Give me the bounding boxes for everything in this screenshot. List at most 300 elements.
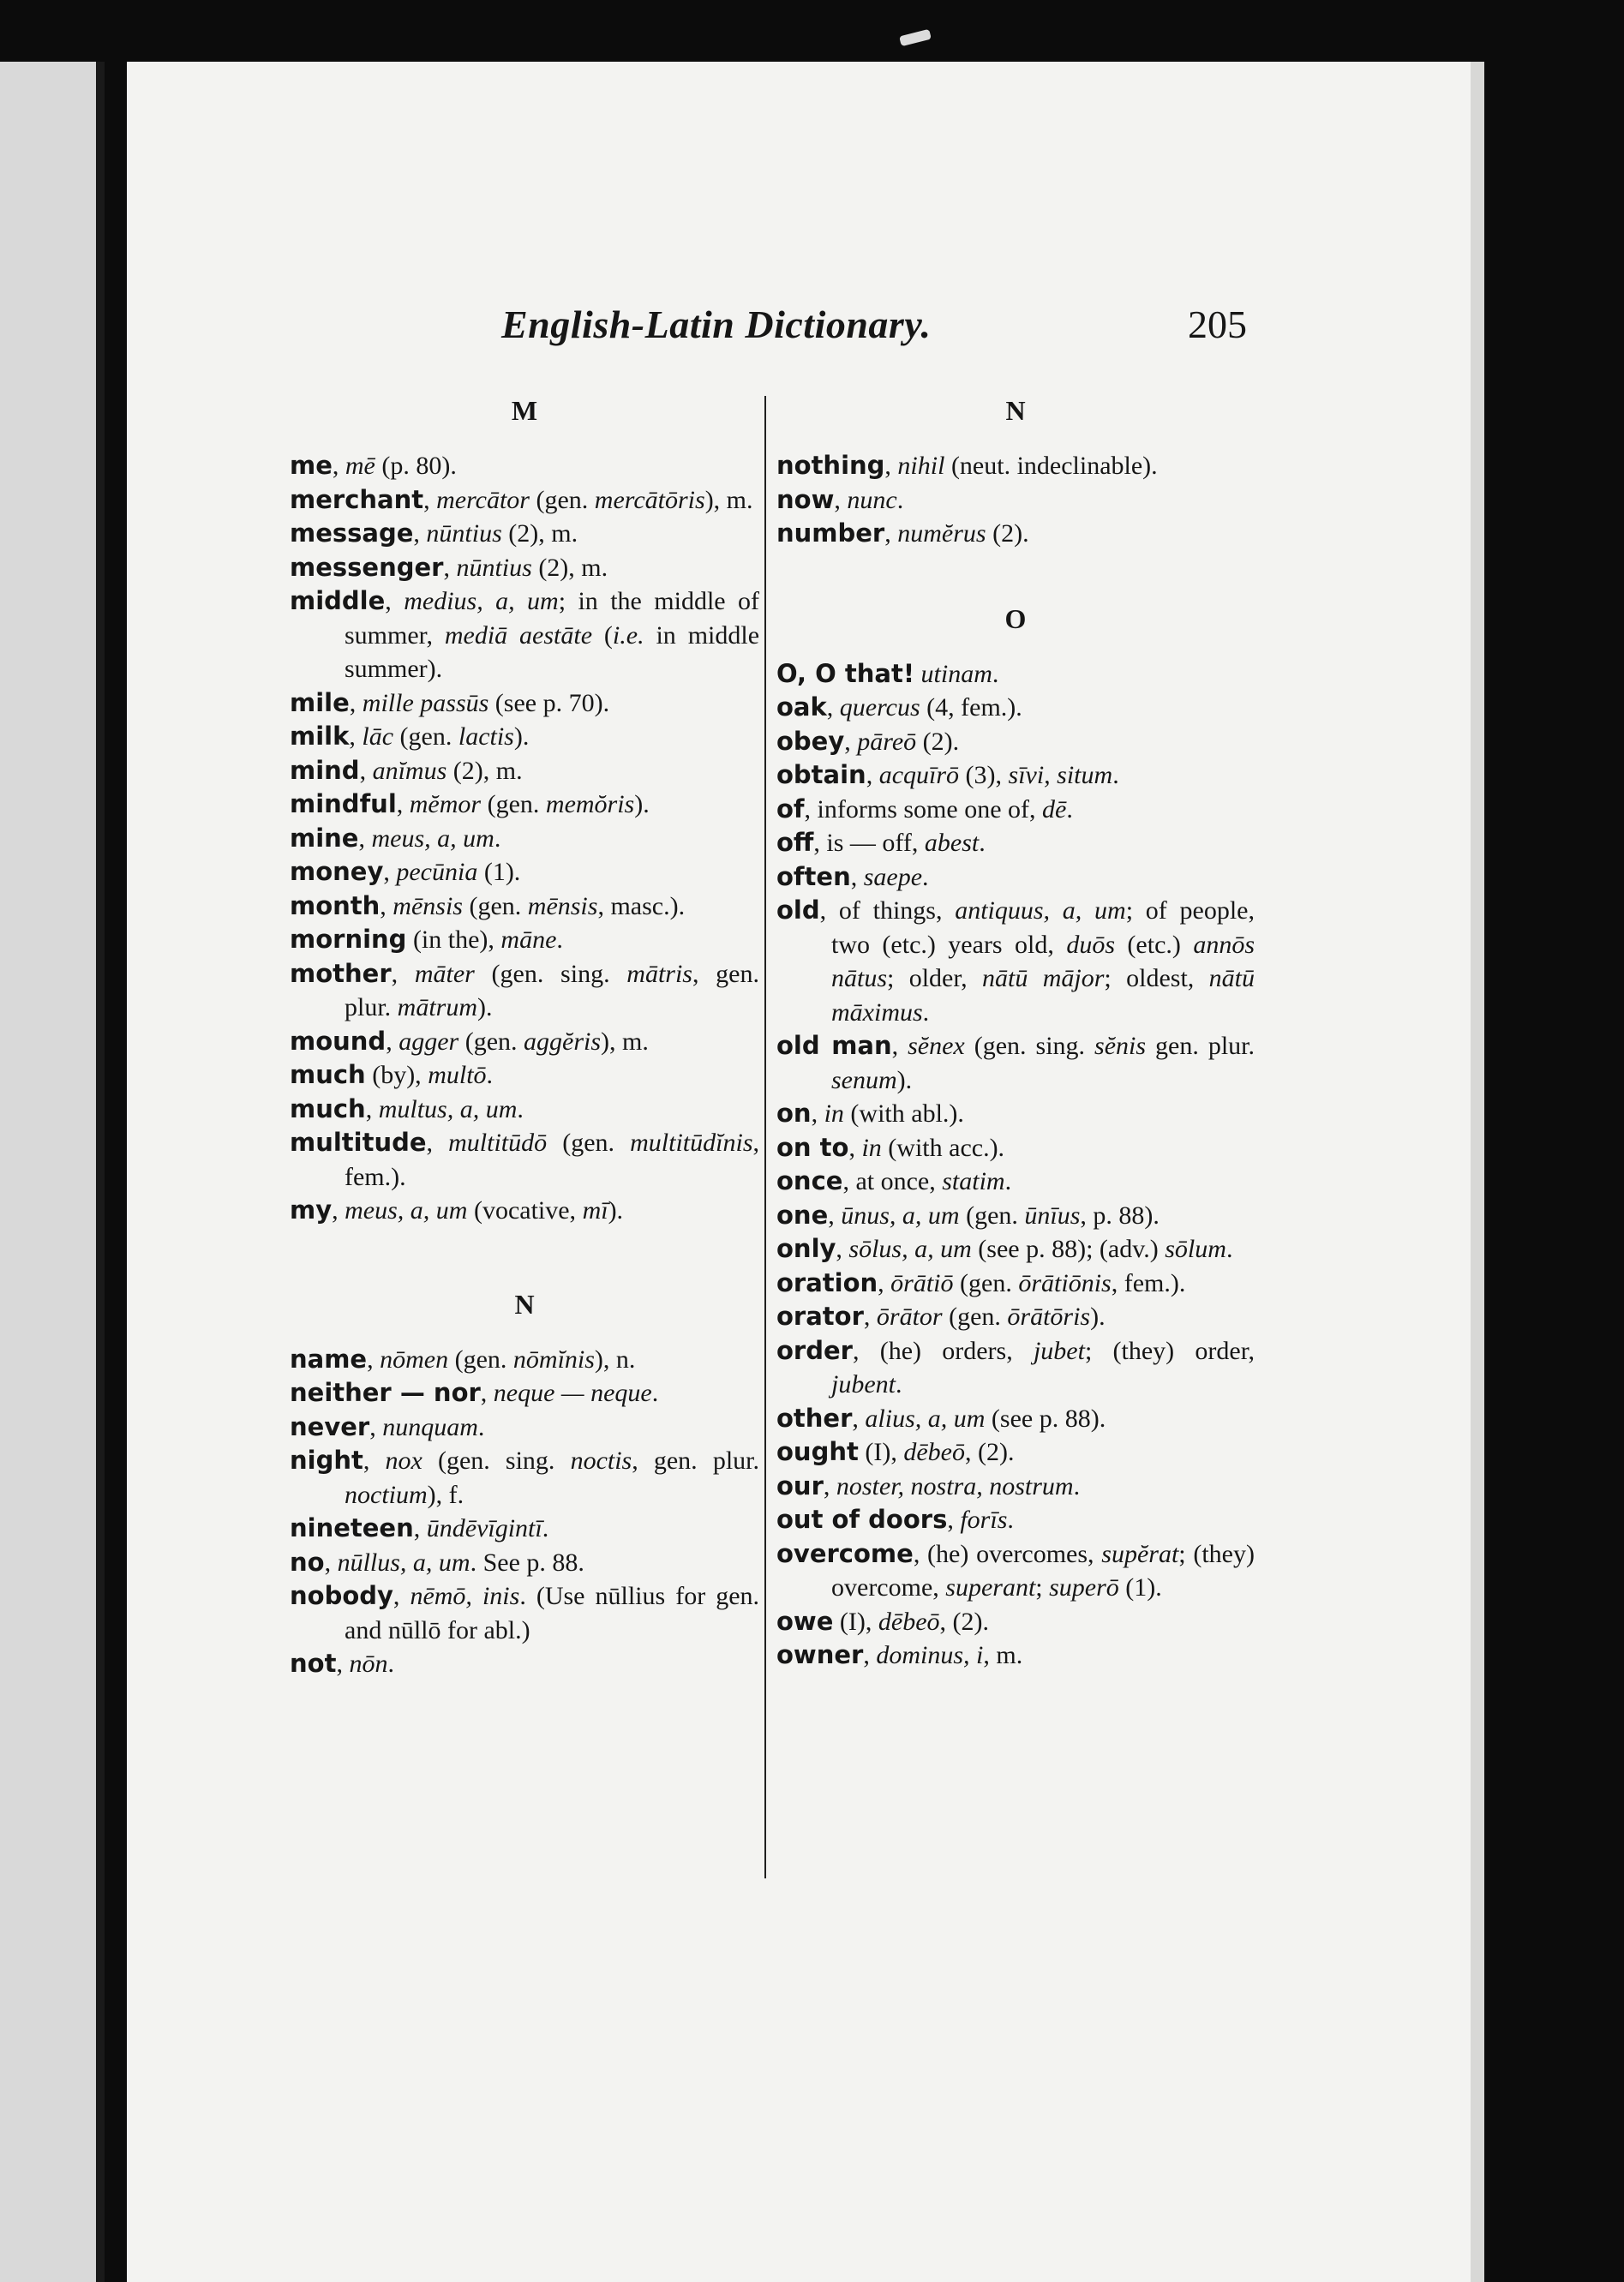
entry-headword: message (290, 518, 414, 548)
dictionary-entry (290, 449, 759, 483)
latin-term: meus, a, um (345, 1196, 468, 1225)
entry-headword: night (290, 1446, 363, 1475)
latin-term: mercātor (436, 485, 530, 514)
latin-term: nōmĭnis (512, 1345, 595, 1374)
latin-term: acquīrō (878, 761, 960, 789)
latin-term: lāc (362, 722, 394, 751)
entry-text: , (385, 587, 405, 615)
latin-term: nunquam (382, 1412, 478, 1441)
entry-text: , fem.). (345, 1129, 759, 1191)
entry-headword: one (776, 1200, 829, 1230)
latin-term: nōn (349, 1650, 388, 1678)
entry-text: , (383, 858, 397, 886)
entry-headword: morning (290, 925, 407, 954)
latin-term: ōrātōris (1007, 1303, 1091, 1331)
entry-headword: messenger (290, 552, 444, 582)
latin-term: neque — neque (493, 1379, 652, 1407)
dictionary-entry (776, 517, 1255, 551)
entry-text: (see p. 88). (985, 1404, 1106, 1433)
entry-headword: old (776, 895, 820, 925)
entry-headword: mother (290, 958, 392, 988)
entry-text: , (480, 1379, 494, 1407)
latin-term: medius, a, um (404, 587, 559, 615)
entry-text: , (he) orders, (852, 1336, 1034, 1365)
entry-headword: often (776, 861, 851, 891)
latin-term: sĕnis (1094, 1032, 1147, 1060)
latin-term: sōlum (1165, 1235, 1226, 1263)
page-right-edge (1471, 62, 1484, 2282)
entry-headword: me (290, 451, 333, 480)
entry-headword: merchant (290, 484, 424, 514)
entry-text: ; (they) overcome, (831, 1539, 1255, 1602)
entry-text: , (349, 722, 363, 751)
entry-text: (gen. (529, 485, 595, 514)
entry-headword: owe (776, 1606, 834, 1636)
dictionary-entry (776, 725, 1255, 759)
dictionary-entry (290, 855, 759, 889)
entry-headword: much (290, 1060, 366, 1089)
entry-text: . (922, 862, 929, 891)
entry-text: , (363, 1446, 386, 1475)
dictionary-entry (776, 860, 1255, 895)
latin-term: pāreō (857, 727, 917, 756)
dictionary-entry (290, 517, 759, 551)
latin-term: ōrātor (876, 1303, 943, 1331)
entry-headword: once (776, 1166, 843, 1195)
entry-text: (gen. (393, 722, 458, 751)
latin-term: antiquus, a, um (955, 896, 1126, 925)
binding-shadow (96, 62, 105, 2282)
dictionary-entry (290, 1025, 759, 1059)
entry-headword: old man (776, 1031, 892, 1060)
latin-term: noster, nostra, nostrum (836, 1471, 1074, 1500)
entry-text: , (2). (964, 1438, 1015, 1466)
entry-text: . (896, 1370, 902, 1399)
dictionary-entry (776, 1232, 1255, 1267)
entry-headword: on to (776, 1132, 849, 1162)
latin-term: noctis (570, 1446, 632, 1475)
section-letter: M (511, 395, 538, 426)
entry-text: (gen. (942, 1303, 1008, 1331)
entry-text: ). (513, 722, 530, 751)
latin-term: meus, a, um (371, 824, 494, 853)
entry-text: ; in the middle of summer, (345, 587, 760, 650)
entry-text: (gen. (462, 891, 528, 920)
entry-headword: only (776, 1234, 836, 1263)
entry-text: , (380, 891, 393, 920)
dictionary-entry (776, 1605, 1255, 1639)
latin-term: nōmen (380, 1345, 449, 1374)
section-letter: N (514, 1288, 535, 1320)
latin-term: dēbeō (903, 1438, 965, 1466)
entry-headword: no (290, 1547, 325, 1577)
section-letter: O (1004, 602, 1027, 634)
entry-headword: month (290, 890, 381, 920)
entry-text: , (391, 959, 415, 988)
entry-text: (1). (1118, 1573, 1162, 1602)
latin-term: quercus (839, 693, 920, 722)
entry-text: . (1112, 761, 1119, 789)
entry-text: ( (592, 620, 613, 650)
header-title: English-Latin Dictionary. (501, 302, 932, 346)
entry-headword: O, O that! (776, 658, 915, 688)
entry-text: (2). (916, 727, 960, 756)
entry-text: (gen. (547, 1129, 631, 1157)
dictionary-entry (776, 1334, 1255, 1402)
latin-term: dē (1042, 794, 1067, 824)
latin-term: ūnus, a, um (841, 1201, 960, 1230)
dictionary-entry (290, 923, 759, 957)
dictionary-entry (776, 793, 1255, 827)
latin-term: nātū mājor (982, 964, 1105, 992)
latin-term: superō (1049, 1573, 1119, 1602)
latin-term: dominus, i (876, 1641, 984, 1669)
entry-text: . (486, 1061, 494, 1089)
entry-text: (2), m. (531, 553, 608, 582)
entry-headword: other (776, 1403, 853, 1433)
latin-term: lactis (458, 722, 514, 751)
dictionary-entry (776, 826, 1255, 860)
entry-headword: middle (290, 586, 386, 615)
entry-text: , (443, 553, 457, 582)
entry-headword: mindful (290, 789, 397, 818)
dictionary-entry (776, 1267, 1255, 1301)
entry-text: , (823, 1471, 836, 1500)
left-column (290, 394, 759, 1681)
entry-text: (2). (986, 519, 1029, 548)
latin-term: annōs nātus (831, 930, 1255, 992)
dictionary-entry (290, 754, 759, 788)
entry-headword: our (776, 1470, 824, 1500)
entry-text: . (979, 829, 986, 857)
entry-headword: on (776, 1099, 812, 1128)
latin-term: sĕnex (908, 1032, 965, 1060)
entry-text: , p. 88). (1080, 1201, 1160, 1230)
latin-term: saepe (863, 862, 923, 891)
latin-term: mē (345, 452, 375, 480)
latin-term: i.e. (612, 620, 644, 650)
latin-term: nunc (847, 485, 897, 514)
latin-term: jubet (1033, 1336, 1085, 1365)
entry-text: , informs some one of, (804, 794, 1043, 824)
dictionary-entry (290, 584, 759, 686)
latin-term: aggĕris (524, 1027, 602, 1056)
latin-term: duōs (1066, 930, 1115, 959)
entry-text: , (358, 824, 372, 853)
entry-headword: my (290, 1195, 333, 1225)
dictionary-entry (290, 1093, 759, 1127)
latin-term: multitūdō (448, 1129, 548, 1157)
entry-text: (see p. 88); (adv.) (971, 1235, 1166, 1263)
entry-text: (gen. (959, 1201, 1025, 1230)
dictionary-entry (290, 889, 759, 924)
dictionary-entry (290, 1058, 759, 1093)
section-letter: N (1005, 395, 1026, 426)
entry-text: . (922, 997, 930, 1027)
entry-text: (neut. indeclinable). (944, 452, 1158, 480)
dictionary-entry (290, 1512, 759, 1546)
entry-text: , (834, 485, 848, 514)
entry-text: , is — off, (813, 829, 925, 857)
dictionary-entry (290, 1343, 759, 1377)
entry-headword: never (290, 1411, 370, 1441)
entry-text: (gen. sing. (474, 959, 627, 988)
entry-headword: mound (290, 1026, 387, 1056)
latin-term: nēmō, inis (410, 1582, 520, 1610)
entry-text: (gen. (458, 1027, 524, 1056)
entry-text: . (517, 1094, 524, 1123)
entry-text: ). (896, 1065, 913, 1094)
entry-headword: out of doors (776, 1505, 948, 1534)
entry-text: . (556, 925, 563, 954)
entry-headword: oration (776, 1267, 878, 1297)
dictionary-entry (776, 1470, 1255, 1504)
latin-term: numĕrus (897, 519, 986, 548)
entry-text: gen. plur. (1146, 1032, 1255, 1060)
entry-headword: nineteen (290, 1513, 414, 1542)
dictionary-entry (290, 720, 759, 754)
entry-text: (2), m. (501, 519, 578, 548)
entry-text: , (393, 1582, 410, 1610)
latin-term: dēbeō (878, 1607, 940, 1636)
page-number: 205 (1188, 302, 1247, 346)
entry-headword: ought (776, 1437, 859, 1466)
dictionary-entry (776, 1300, 1255, 1334)
entry-text: (1). (477, 858, 521, 886)
entry-text: ; (they) order, (1084, 1336, 1255, 1365)
dictionary-entry (776, 1097, 1255, 1131)
entry-text: (with acc.). (881, 1133, 1005, 1162)
entry-text: (see p. 70). (488, 688, 610, 717)
dictionary-entry (776, 758, 1255, 793)
entry-text: , (359, 756, 373, 785)
entry-headword: nobody (290, 1581, 393, 1610)
entry-text: . (477, 1412, 485, 1441)
entry-text: , (324, 1548, 338, 1577)
latin-term: alius, a, um (865, 1404, 986, 1433)
dictionary-entry (290, 1444, 759, 1512)
entry-text: , (367, 1345, 381, 1374)
entry-headword: mind (290, 755, 360, 785)
entry-text: , (884, 519, 898, 548)
entry-headword: obtain (776, 760, 866, 789)
entry-text: ). (1090, 1303, 1106, 1331)
latin-term: ūnīus (1024, 1201, 1081, 1230)
entry-headword: orator (776, 1302, 864, 1331)
entry-text: (2), m. (446, 756, 523, 785)
latin-term: anĭmus (372, 756, 447, 785)
entry-text: , (947, 1506, 961, 1534)
entry-text: . (387, 1650, 394, 1678)
entry-headword: owner (776, 1640, 864, 1669)
entry-text: , (365, 1094, 379, 1123)
entry-text: (in the), (406, 925, 501, 954)
latin-term: abest (924, 829, 980, 857)
entry-text: (vocative, (467, 1196, 583, 1225)
entry-headword: much (290, 1093, 366, 1123)
running-header (501, 302, 1247, 362)
entry-text: ; (1035, 1573, 1050, 1602)
dictionary-entry (290, 1647, 759, 1681)
entry-headword: mile (290, 687, 350, 717)
entry-headword: overcome (776, 1538, 914, 1568)
entry-text: , (826, 693, 840, 722)
entry-headword: number (776, 518, 885, 548)
latin-term: sōlus, a, um (848, 1235, 972, 1263)
latin-term: mātrum (397, 993, 478, 1021)
dictionary-entry (776, 1435, 1255, 1470)
entry-text: , (850, 862, 864, 891)
latin-term: memŏris (545, 790, 635, 818)
entry-text: (gen. (953, 1268, 1019, 1297)
latin-term: nātū māximus (831, 964, 1255, 1027)
entry-text: . (1225, 1235, 1233, 1263)
entry-headword: multitude (290, 1128, 427, 1157)
entry-text: , gen. plur. (632, 1446, 759, 1475)
dictionary-entry (776, 691, 1255, 725)
entry-text: , fem.). (1111, 1268, 1186, 1297)
latin-term: nūntius (426, 519, 502, 548)
latin-term: multus, a, um (378, 1094, 518, 1123)
entry-text: (I), (833, 1607, 878, 1636)
entry-headword: money (290, 857, 384, 886)
latin-term: nūntius (456, 553, 532, 582)
entry-text: . See p. 88. (470, 1548, 584, 1577)
latin-term: ōrātiōnis (1018, 1268, 1112, 1297)
entry-headword: obey (776, 726, 845, 756)
latin-term: noctium (345, 1480, 428, 1509)
entry-text: , (413, 519, 427, 548)
entry-text: ). (634, 790, 650, 818)
entry-text: . (494, 824, 501, 853)
entry-headword: order (776, 1335, 853, 1365)
latin-term: statim (942, 1167, 1005, 1195)
latin-term: senum (831, 1065, 897, 1094)
entry-text: (gen. sing. (422, 1446, 571, 1475)
entry-headword: milk (290, 722, 350, 751)
entry-text: ), f. (427, 1480, 464, 1509)
entry-text: , of things, (819, 896, 956, 925)
entry-text: (I), (858, 1438, 904, 1466)
entry-text: ). (477, 993, 493, 1021)
latin-term: supĕrat (1101, 1539, 1179, 1568)
entry-text: ), m. (601, 1027, 649, 1056)
entry-text: , (852, 1404, 866, 1433)
entry-text: . (1073, 1471, 1081, 1500)
entry-headword: of (776, 794, 805, 824)
entry-text: (gen. (448, 1345, 513, 1374)
entry-text: , (844, 727, 858, 756)
entry-text: , (2). (939, 1607, 989, 1636)
dictionary-entry (290, 788, 759, 822)
entry-headword: off (776, 828, 814, 857)
entry-text: , masc.). (597, 891, 686, 920)
entry-text: (with abl.). (843, 1099, 964, 1128)
latin-term: mēnsis (527, 891, 598, 920)
latin-term: multitūdĭnis (630, 1129, 753, 1157)
entry-text: , at once, (842, 1167, 943, 1195)
latin-term: utinam (920, 659, 992, 688)
entry-text: . (542, 1514, 549, 1542)
entry-text (914, 660, 921, 688)
entry-text: . (Use nūllius for gen. and nūllō for abl.) (345, 1582, 760, 1644)
latin-term: mī (582, 1196, 608, 1225)
entry-headword: mine (290, 823, 359, 853)
dictionary-entry (290, 1546, 759, 1580)
dictionary-entry (776, 1165, 1255, 1199)
dictionary-entry (776, 449, 1255, 483)
latin-term: māter (414, 959, 475, 988)
entry-text: ). (608, 1196, 624, 1225)
entry-text: . (896, 485, 904, 514)
dictionary-entry (290, 1411, 759, 1445)
entry-text: (4, fem.). (920, 693, 1022, 722)
entry-text: (p. 80). (375, 452, 457, 480)
entry-text: , (369, 1412, 383, 1441)
entry-text: , (863, 1303, 877, 1331)
dictionary-entry (776, 1199, 1255, 1233)
latin-term: agger (399, 1027, 459, 1056)
entry-text: , (he) overcomes, (913, 1539, 1102, 1568)
entry-text: , (811, 1099, 824, 1128)
right-column (776, 394, 1255, 1673)
latin-term: multō (428, 1061, 487, 1089)
entry-text: . (1007, 1506, 1014, 1534)
latin-term: nihil (897, 452, 945, 480)
entry-headword: now (776, 484, 835, 514)
dictionary-entry (776, 1638, 1255, 1673)
scan-smudge (899, 29, 932, 46)
entry-text: ; older, (887, 964, 983, 992)
entry-text: , (426, 1129, 449, 1157)
entry-headword: name (290, 1344, 368, 1374)
entry-text: , (332, 452, 345, 480)
latin-term: ūndēvīgintī (426, 1514, 542, 1542)
entry-text: , (878, 1268, 891, 1297)
latin-term: mille passūs (362, 688, 489, 717)
latin-term: ōrātiō (890, 1268, 954, 1297)
entry-text: , (863, 1641, 877, 1669)
entry-text: , (349, 688, 363, 717)
dictionary-entry (290, 551, 759, 585)
entry-text: , gen. plur. (345, 959, 759, 1021)
entry-text: ), n. (594, 1345, 636, 1374)
latin-term: forīs (960, 1506, 1008, 1534)
dictionary-entry (776, 894, 1255, 1029)
dictionary-entry (290, 1376, 759, 1411)
latin-term: in (824, 1099, 844, 1128)
entry-text: , (848, 1133, 862, 1162)
entry-text: ; oldest, (1104, 964, 1209, 992)
dictionary-entry (776, 657, 1255, 692)
entry-text: . (651, 1379, 659, 1407)
latin-term: nūllus, a, um (337, 1548, 470, 1577)
entry-text: . (1004, 1167, 1012, 1195)
entry-text: (3), (959, 761, 1009, 789)
entry-text: (etc.) (1115, 930, 1194, 959)
entry-text: ; of people, two (etc.) years old, (831, 896, 1255, 959)
latin-term: nox (385, 1446, 422, 1475)
entry-text: , (423, 485, 437, 514)
entry-text: (by), (365, 1061, 428, 1089)
entry-text: , (332, 1196, 345, 1225)
entry-text: in middle summer). (345, 620, 760, 683)
entry-text: , (828, 1201, 842, 1230)
adjacent-page-edge (0, 62, 96, 2282)
latin-term: in (861, 1133, 882, 1162)
latin-term: mēnsis (393, 891, 463, 920)
entry-text: . (1066, 794, 1073, 824)
